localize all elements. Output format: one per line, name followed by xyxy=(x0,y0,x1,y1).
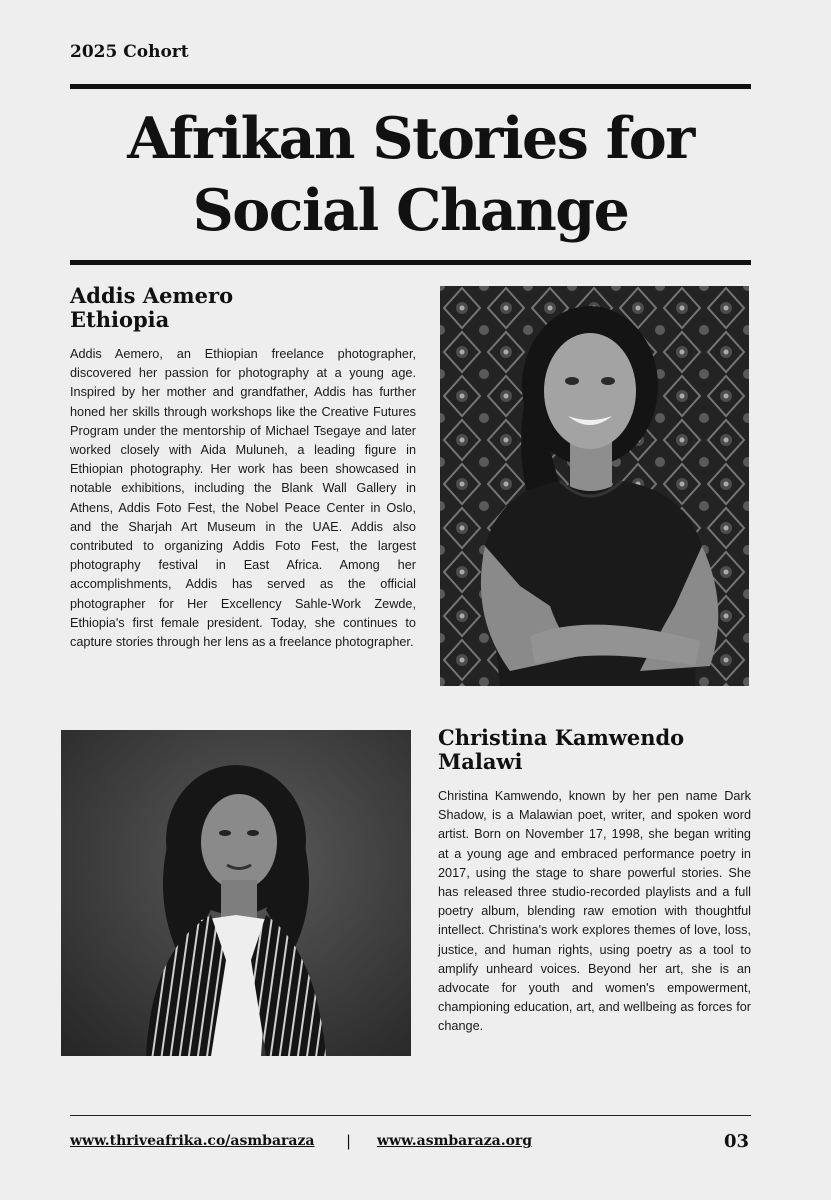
profile-1-name: Addis Aemero xyxy=(70,283,234,308)
title-line-2: Social Change xyxy=(192,177,629,244)
profile-2-heading xyxy=(438,726,751,774)
asmbaraza-link[interactable]: www.asmbaraza.org xyxy=(377,1133,533,1149)
page-title xyxy=(70,103,751,247)
cohort-label: 2025 Cohort xyxy=(70,42,189,62)
footer-divider xyxy=(70,1115,751,1116)
page-number: 03 xyxy=(723,1131,749,1152)
profile-2-name: Christina Kamwendo xyxy=(438,725,685,750)
profile-1-bio: Addis Aemero, an Ethiopian freelance photographer, discovered her passion for photography at a young age. Inspired by her mother and grandfather, Addis has further honed her skills through workshops like the Creative Futures Program under the mentorship of Michael Tsegaye and later worked closely with Aida Muluneh, a leading figure in Ethiopian photography. Her work has been showcased in notable exhibitions, including the Blank Wall Gallery in Athens, Addis Foto Fest, the Nobel Peace Center in Oslo, and the Sharjah Art Museum in the UAE. Addis also contributed to organizing Addis Foto Fest, the largest photography festival in East Africa. Among her accomplishments, Addis has served as the official photographer for Her Excellency Sahle-Work Zewde, Ethiopia's first female president. Today, she continues to capture stories through her lens as a freelance photographer. xyxy=(70,347,416,650)
thriveafrika-link[interactable]: www.thriveafrika.co/asmbaraza xyxy=(70,1133,315,1149)
title-divider xyxy=(70,260,751,265)
profile-2-country: Malawi xyxy=(438,749,523,774)
top-divider xyxy=(70,84,751,89)
profile-1-heading xyxy=(70,284,410,332)
profile-2-photo xyxy=(61,730,411,1056)
footer-separator: | xyxy=(346,1132,352,1150)
profile-2-bio: Christina Kamwendo, known by her pen name Dark Shadow, is a Malawian poet, writer, and spoken word artist. Born on November 17, 1998, she began writing at a young age and embraced performance poetry in 2017, using the stage to share powerful stories. She has released three studio-recorded playlists and a full poetry album, blending raw emotion with thoughtful intellect. Christina's work explores themes of love, loss, justice, and human rights, using poetry as a tool to amplify unheard voices. Beyond her art, she is an advocate for youth and women's empowerment, championing education, art, and wellbeing as forces for change. xyxy=(438,789,751,1034)
title-line-1: Afrikan Stories for xyxy=(127,105,694,172)
profile-1-photo xyxy=(440,286,749,686)
profile-1-country: Ethiopia xyxy=(70,307,170,332)
